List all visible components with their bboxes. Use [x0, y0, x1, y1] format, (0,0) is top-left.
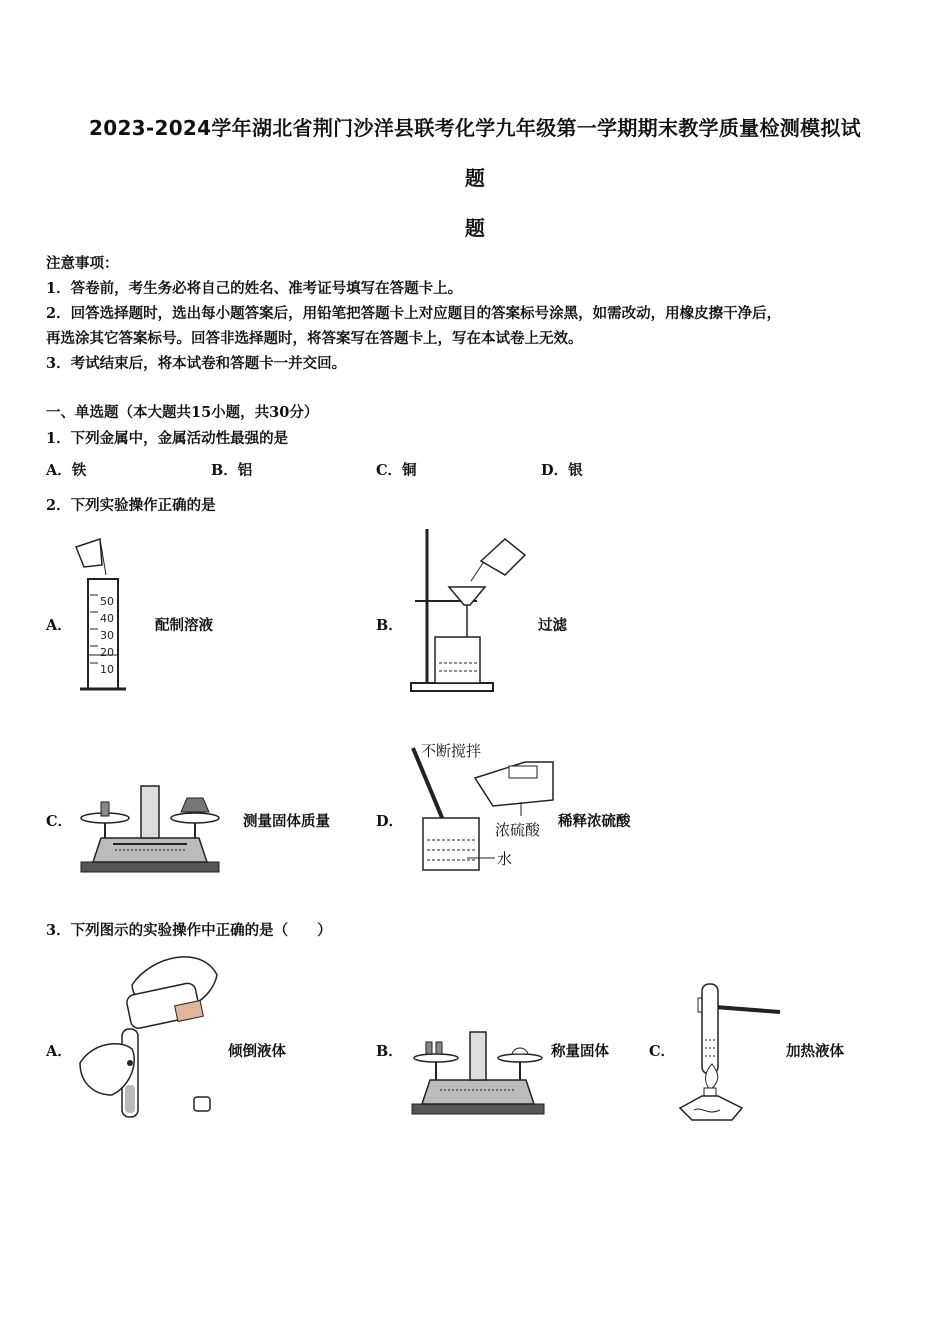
question-2-option-d-letter: D． [376, 813, 404, 830]
question-3-option-a-label: 倾倒液体 [228, 1043, 286, 1060]
question-2-option-b-letter: B． [376, 617, 403, 634]
notice-heading: 注意事项： [46, 255, 119, 272]
balance-figure [75, 778, 225, 878]
pouring-liquid-figure [72, 945, 222, 1125]
dilution-stir-label: 不断搅拌 [421, 742, 482, 760]
question-1-option-c: C．铜 [376, 462, 417, 479]
notice-item-1: 1．答卷前，考生务必将自己的姓名、准考证号填写在答题卡上。 [46, 280, 463, 297]
question-3-option-c-label: 加热液体 [786, 1043, 844, 1060]
question-2-option-b-label: 过滤 [538, 617, 567, 634]
question-3-option-b-label: 称量固体 [551, 1043, 609, 1060]
dilution-water-label: 水 [497, 850, 513, 868]
question-1-option-a: A．铁 [46, 462, 87, 479]
notice-item-2-cont: 再选涂其它答案标号。回答非选择题时，将答案写在答题卡上，写在本试卷上无效。 [46, 330, 583, 347]
page-title: 2023-2024学年湖北省荆门沙洋县联考化学九年级第一学期期末教学质量检测模拟试 [89, 116, 861, 140]
question-2-option-c-letter: C． [46, 813, 73, 830]
question-3-stem: 3．下列图示的实验操作中正确的是（ ） [46, 922, 332, 939]
cylinder-tick-10: 10 [100, 663, 114, 676]
filtration-figure [405, 525, 535, 697]
question-2-option-c-label: 测量固体质量 [243, 813, 330, 830]
question-2-stem: 2．下列实验操作正确的是 [46, 497, 216, 514]
question-3-option-b-letter: B． [376, 1043, 403, 1060]
notice-item-3: 3．考试结束后，将本试卷和答题卡一并交回。 [46, 355, 347, 372]
page-title-line3: 题 [464, 216, 486, 240]
cylinder-tick-30: 30 [100, 629, 114, 642]
question-3-option-a-letter: A． [46, 1043, 72, 1060]
cylinder-tick-50: 50 [100, 595, 114, 608]
question-2-option-a-label: 配制溶液 [155, 617, 213, 634]
dilution-figure [405, 738, 555, 873]
notice-item-2: 2．回答选择题时，选出每小题答案后，用铅笔把答题卡上对应题目的答案标号涂黑，如需改动，用橡皮擦干净后， [46, 305, 782, 322]
weighing-solid-figure [408, 1028, 548, 1120]
question-1-option-d: D．银 [541, 462, 583, 479]
question-3-option-c-letter: C． [649, 1043, 676, 1060]
question-2-option-a-letter: A． [46, 617, 72, 634]
page-title-line2: 题 [464, 166, 486, 190]
heating-liquid-figure [672, 980, 787, 1125]
question-1-stem: 1．下列金属中，金属活动性最强的是 [46, 430, 289, 447]
section-heading: 一、单选题（本大题共15小题，共30分） [46, 404, 319, 421]
cylinder-tick-40: 40 [100, 612, 114, 625]
graduated-cylinder-figure [72, 535, 142, 700]
dilution-acid-label: 浓硫酸 [495, 821, 541, 839]
question-2-option-d-label: 稀释浓硫酸 [558, 813, 631, 830]
question-1-option-b: B．铝 [211, 462, 253, 479]
cylinder-tick-20: 20 [100, 646, 114, 659]
